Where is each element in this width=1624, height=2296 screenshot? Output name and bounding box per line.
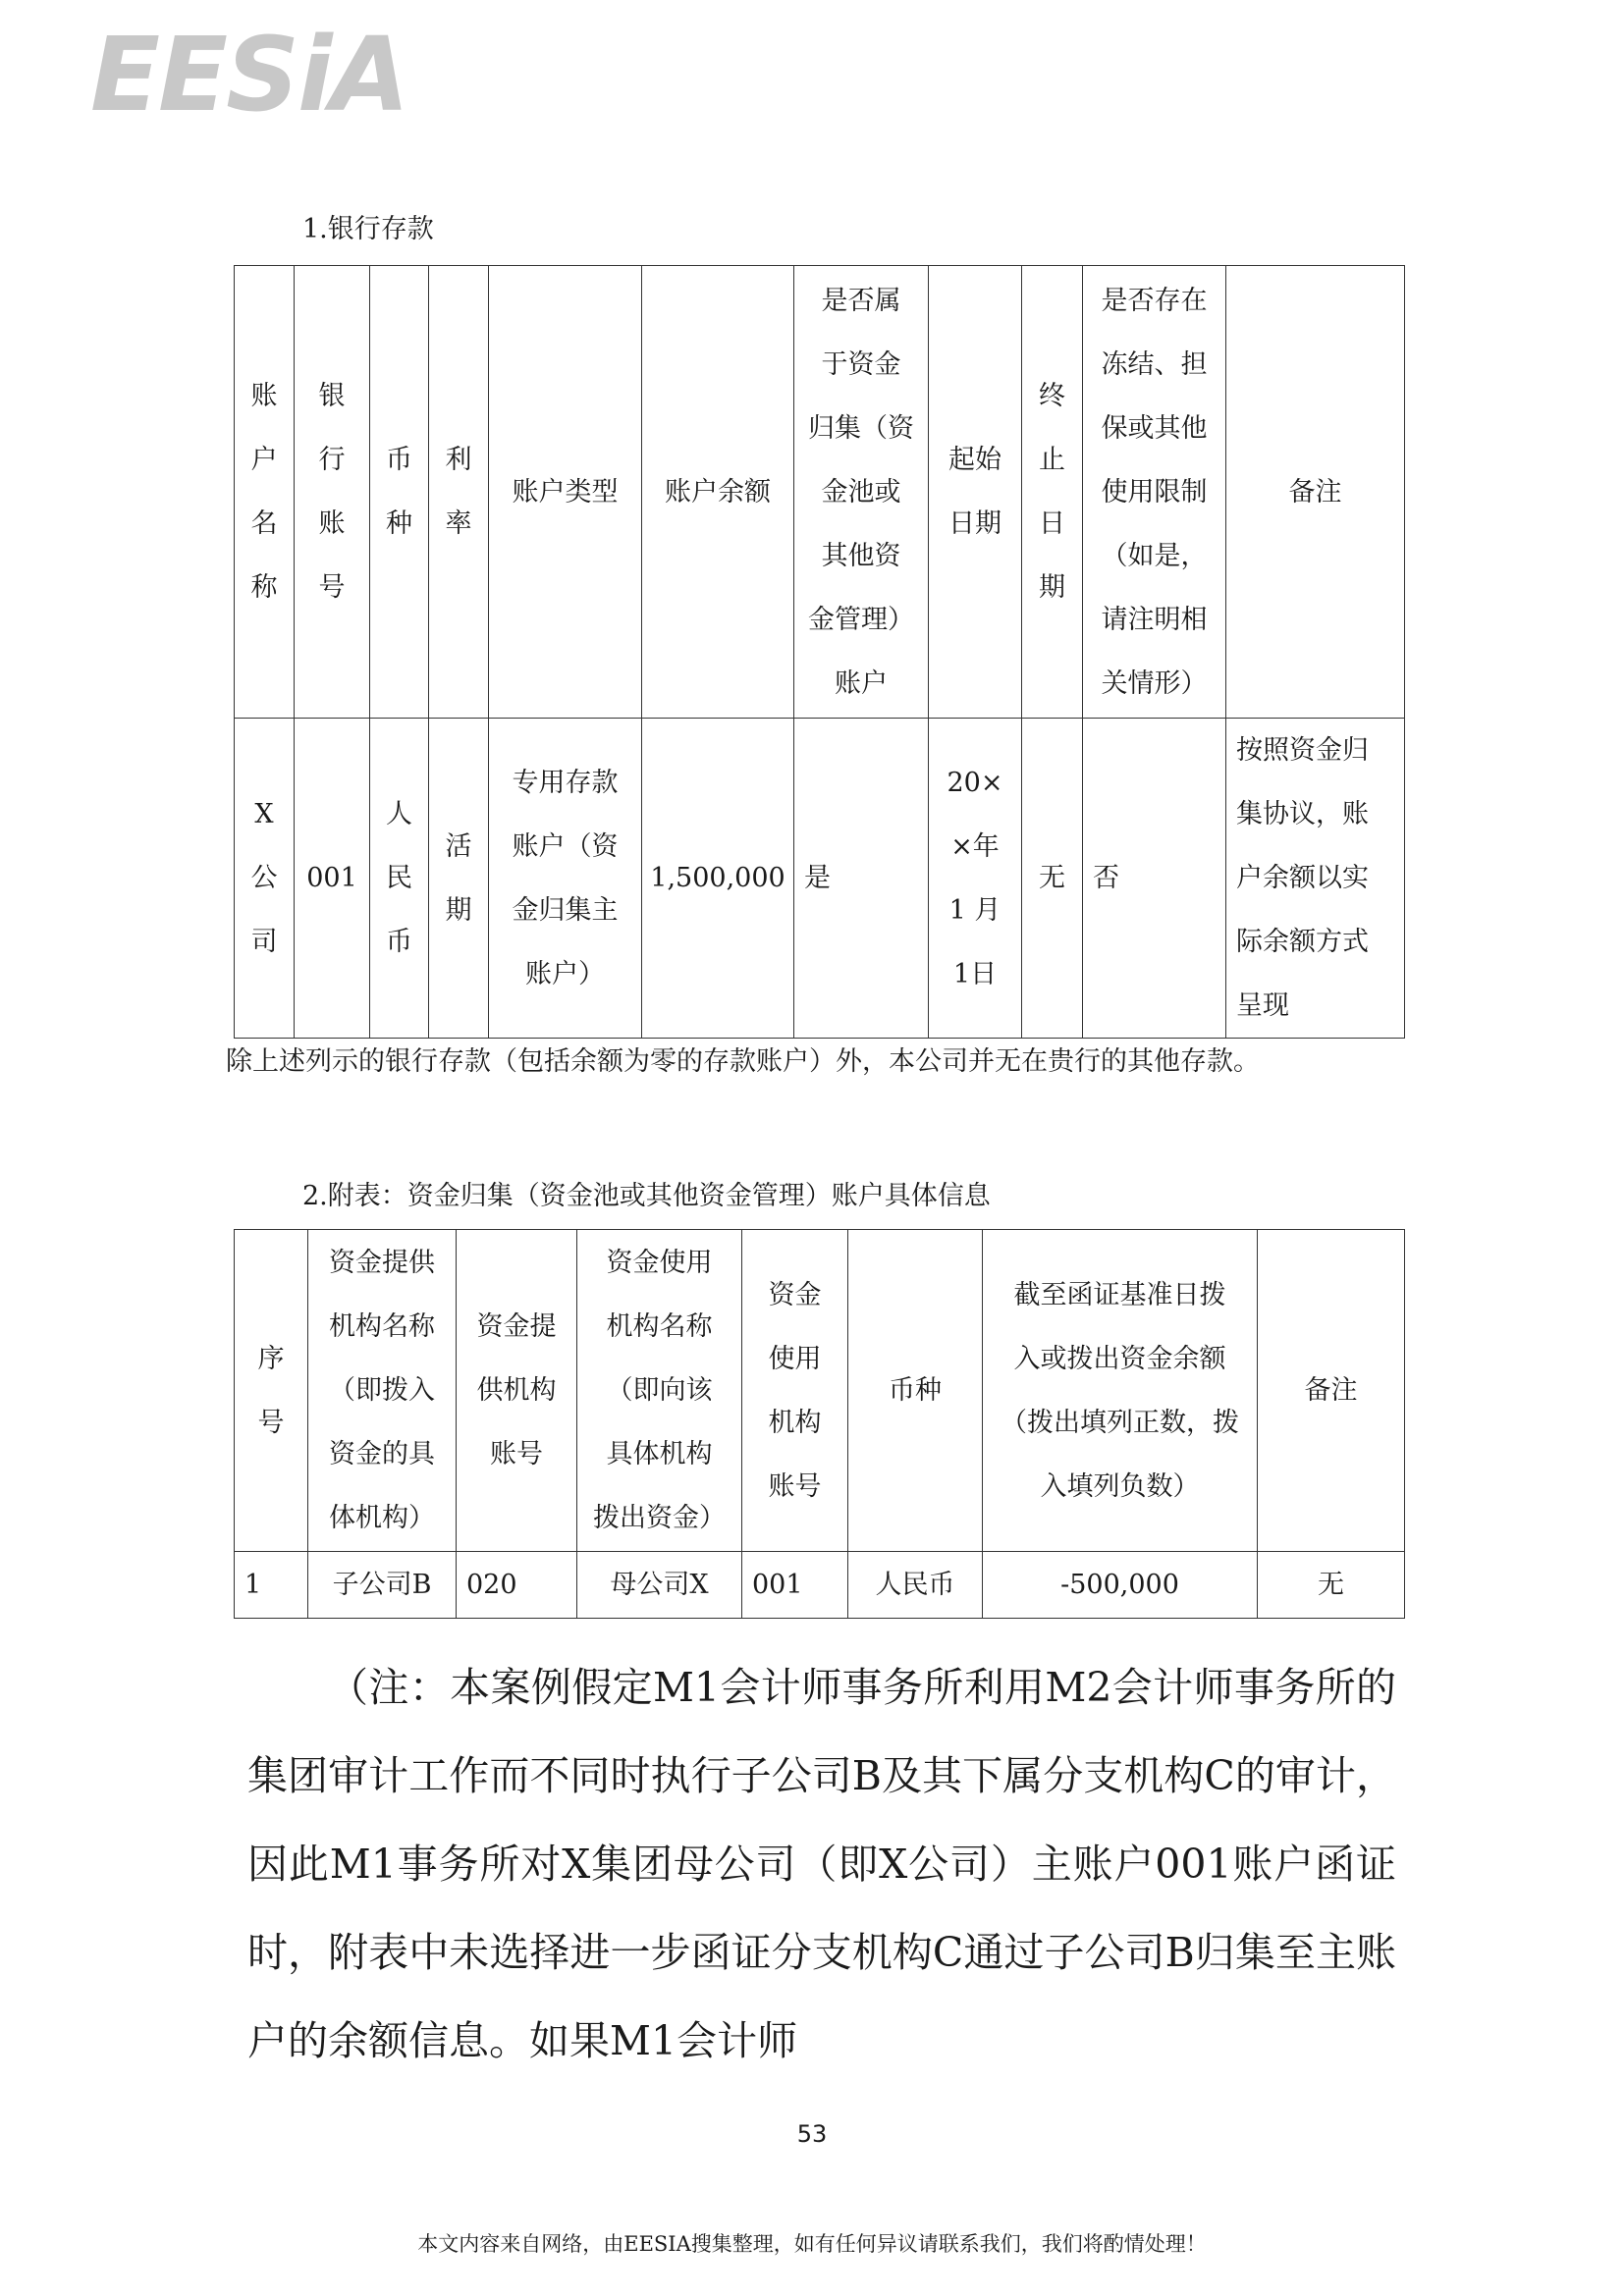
body-paragraph-text: （注：本案例假定M1会计师事务所利用M2会计师事务所的集团审计工作而不同时执行子公司B及其下属分支机构C的审计，因此M1事务所对X集团母公司（即X公司）主账户001账户函证时，附表中未选择进一步函证分支机构C通过子公司B归集至主账户的余额信息。如果M1会计师 — [247, 1664, 1396, 2064]
table-cell: X 公 司 — [235, 719, 295, 1039]
table-cell: 人民币 — [848, 1552, 983, 1619]
table-row — [235, 719, 1405, 1039]
table-cell: 001 — [742, 1552, 848, 1619]
section1-title: 1.银行存款 — [302, 214, 434, 244]
section2-title: 2.附表：资金归集（资金池或其他资金管理）账户具体信息 — [302, 1181, 991, 1211]
table-cell: 无 — [1258, 1552, 1405, 1619]
table-cell: 无 — [1022, 719, 1083, 1039]
table-cell: 1,500,000 — [642, 719, 794, 1039]
table-cell: -500,000 — [983, 1552, 1258, 1619]
table-cell: 001 — [295, 719, 370, 1039]
table-header-row — [235, 266, 1405, 719]
header-cell: 利 率 — [429, 266, 489, 719]
table-cell: 按照资金归 集协议，账 户余额以实 际余额方式 呈现 — [1226, 719, 1405, 1039]
page-number: 53 — [796, 2120, 828, 2148]
eesia-logo: EESiA — [90, 15, 408, 134]
header-cell: 资金使用 机构名称 （即向该 具体机构 拨出资金） — [577, 1230, 742, 1552]
header-cell: 银 行 账 号 — [295, 266, 370, 719]
table-cell: 否 — [1083, 719, 1226, 1039]
header-cell: 起始 日期 — [929, 266, 1022, 719]
header-cell: 资金 使用 机构 账号 — [742, 1230, 848, 1552]
header-cell: 资金提供 机构名称 （即拨入 资金的具 体机构） — [308, 1230, 457, 1552]
table-cell: 1 — [235, 1552, 308, 1619]
table-cell: 活 期 — [429, 719, 489, 1039]
table-cell: 是 — [794, 719, 929, 1039]
header-cell: 截至函证基准日拨 入或拨出资金余额 （拨出填列正数，拨 入填列负数） — [983, 1230, 1258, 1552]
header-cell: 账户类型 — [489, 266, 642, 719]
header-cell: 是否存在 冻结、担 保或其他 使用限制 （如是， 请注明相 关情形） — [1083, 266, 1226, 719]
table-cell: 20× ×年 1 月 1日 — [929, 719, 1022, 1039]
header-cell: 账 户 名 称 — [235, 266, 295, 719]
header-cell: 序 号 — [235, 1230, 308, 1552]
table-cell: 子公司B — [308, 1552, 457, 1619]
header-cell: 资金提 供机构 账号 — [457, 1230, 577, 1552]
table-cell: 专用存款 账户（资 金归集主 账户） — [489, 719, 642, 1039]
deposit-note: 除上述列示的银行存款（包括余额为零的存款账户）外，本公司并无在贵行的其他存款。 — [226, 1046, 1260, 1077]
bank-deposit-table — [234, 265, 1405, 1039]
header-cell: 币种 — [848, 1230, 983, 1552]
header-cell: 是否属 于资金 归集（资 金池或 其他资 金管理） 账户 — [794, 266, 929, 719]
table-cell: 母公司X — [577, 1552, 742, 1619]
header-cell: 备注 — [1258, 1230, 1405, 1552]
header-cell: 备注 — [1226, 266, 1405, 719]
table-cell: 人 民 币 — [370, 719, 429, 1039]
table-row — [235, 1552, 1405, 1619]
fund-pooling-table — [234, 1229, 1405, 1619]
header-cell: 终 止 日 期 — [1022, 266, 1083, 719]
table-cell: 020 — [457, 1552, 577, 1619]
footer-disclaimer: 本文内容来自网络，由EESIA搜集整理，如有任何异议请联系我们，我们将酌情处理！ — [417, 2232, 1207, 2256]
header-cell: 币 种 — [370, 266, 429, 719]
header-cell: 账户余额 — [642, 266, 794, 719]
table-header-row — [235, 1230, 1405, 1552]
body-paragraph — [247, 1643, 1396, 2085]
